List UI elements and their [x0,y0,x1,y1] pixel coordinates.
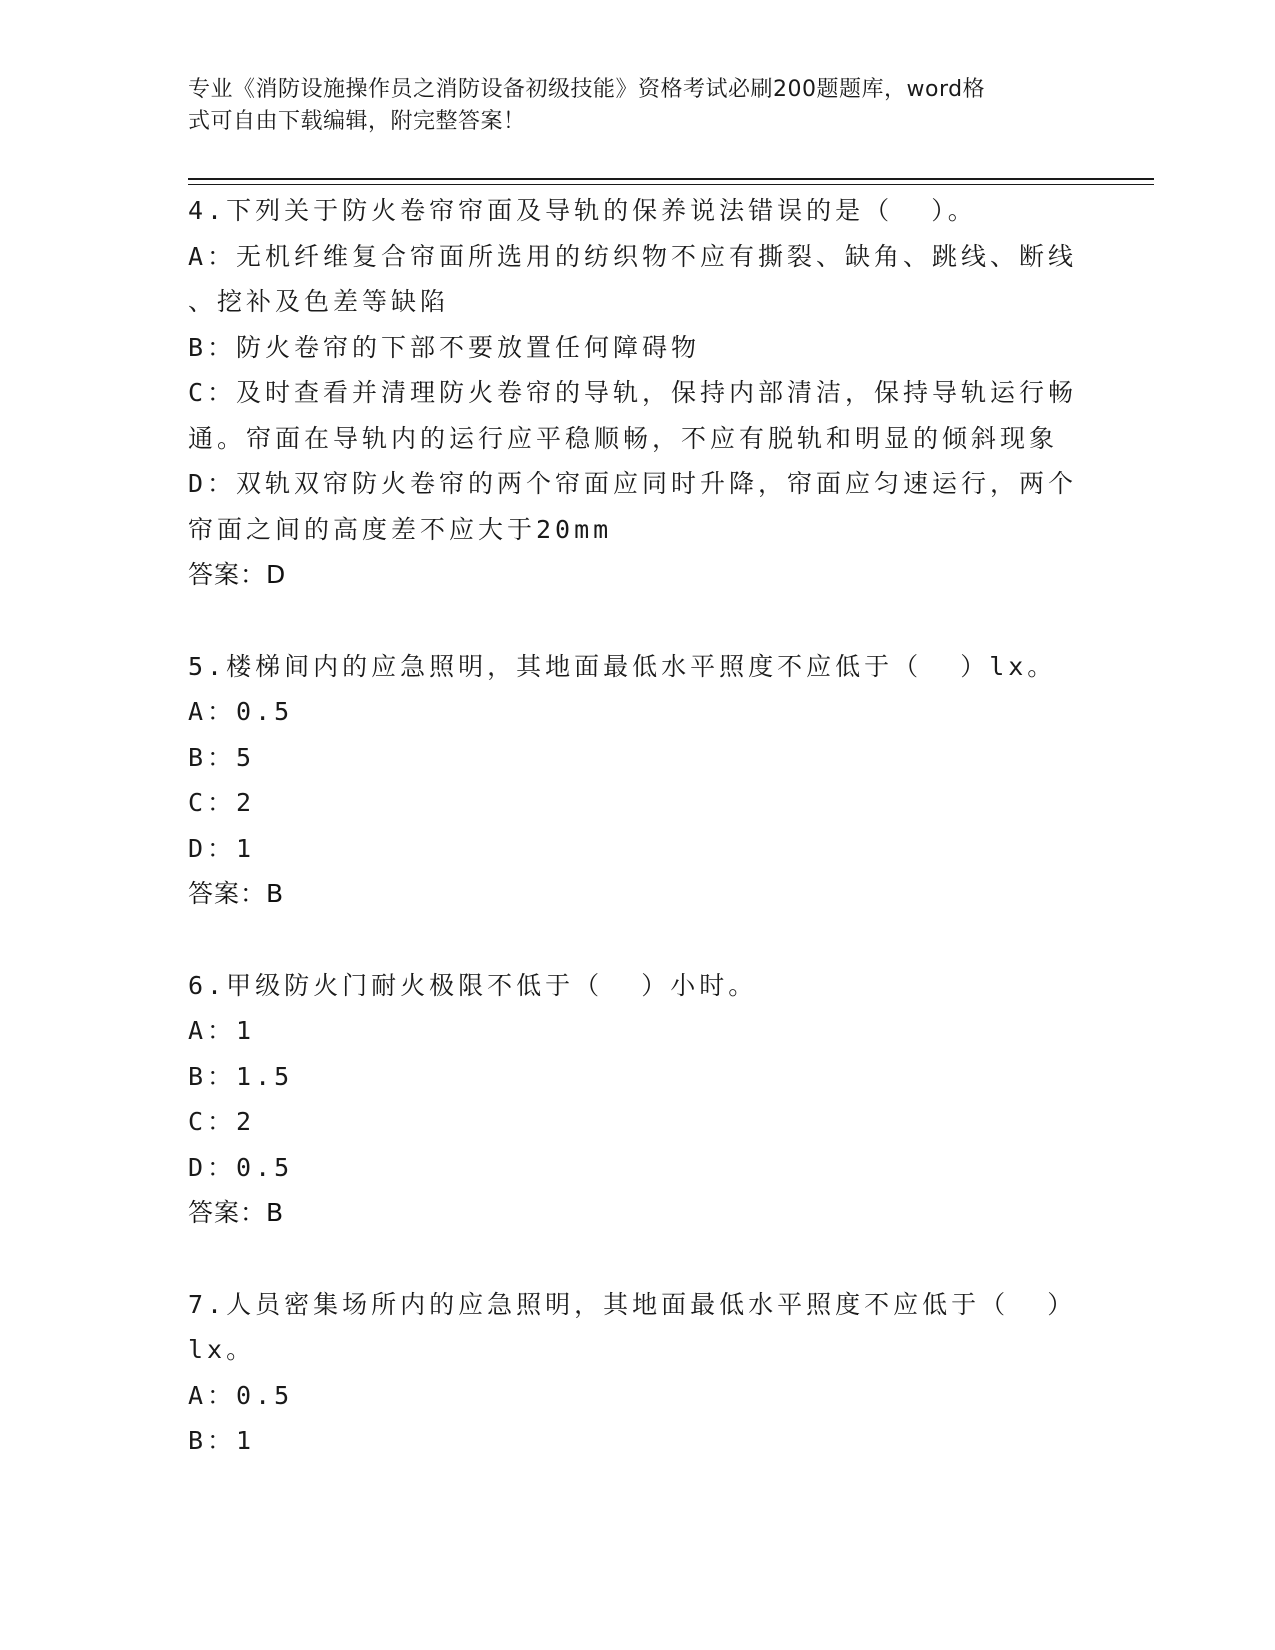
question-4 [188,188,1088,598]
question-7-option-a: A：0.5 [188,1380,294,1410]
question-spacer [188,1236,1088,1282]
question-7-option-b: B：1 [188,1426,256,1455]
question-4-answer: 答案：D [188,560,287,589]
question-6-option-c: C：2 [188,1107,256,1136]
question-4-option-c-cont: 通。帘面在导轨内的运行应平稳顺畅，不应有脱轨和明显的倾斜现象 [188,423,1059,453]
question-6-option-d: D：0.5 [188,1152,294,1182]
header-divider-thick [188,178,1154,180]
document-header [188,74,1068,138]
question-4-option-d-cont: 帘面之间的高度差不应大于20mm [188,514,613,544]
question-6-answer: 答案：B [188,1198,285,1227]
question-5-answer: 答案：B [188,879,285,908]
question-6 [188,963,1088,1236]
question-4-stem: 4.下列关于防火卷帘帘面及导轨的保养说法错误的是（ ）。 [188,196,977,225]
question-7 [188,1282,1088,1464]
question-7-stem-cont: lx。 [188,1335,256,1364]
question-6-option-a: A：1 [188,1016,256,1045]
question-4-option-d: D：双轨双帘防火卷帘的两个帘面应同时升降，帘面应匀速运行，两个 [188,469,1078,498]
question-4-option-b: B：防火卷帘的下部不要放置任何障碍物 [188,332,701,362]
question-spacer [188,917,1088,963]
question-4-option-a: A：无机纤维复合帘面所选用的纺织物不应有撕裂、缺角、跳线、断线 [188,241,1078,271]
question-5-stem: 5.楼梯间内的应急照明，其地面最低水平照度不应低于（ ）lx。 [188,651,1057,681]
header-divider-thin [188,184,1154,185]
question-6-option-b: B：1.5 [188,1061,294,1091]
question-4-option-a-cont: 、挖补及色差等缺陷 [188,287,450,316]
question-5-option-a: A：0.5 [188,697,294,726]
question-5-option-c: C：2 [188,788,256,817]
header-line-1: 专业《消防设施操作员之消防设备初级技能》资格考试必刷200题题库，word格 [188,77,986,102]
question-5 [188,644,1088,917]
question-list [188,188,1088,1464]
question-spacer [188,598,1088,644]
question-7-stem: 7.人员密集场所内的应急照明，其地面最低水平照度不应低于（ ） [188,1289,1077,1319]
question-5-option-d: D：1 [188,833,256,863]
header-line-2: 式可自由下载编辑，附完整答案！ [188,109,526,134]
question-4-option-c: C：及时查看并清理防火卷帘的导轨，保持内部清洁，保持导轨运行畅 [188,378,1078,407]
question-5-option-b: B：5 [188,742,256,772]
question-6-stem: 6.甲级防火门耐火极限不低于（ ）小时。 [188,970,758,1000]
